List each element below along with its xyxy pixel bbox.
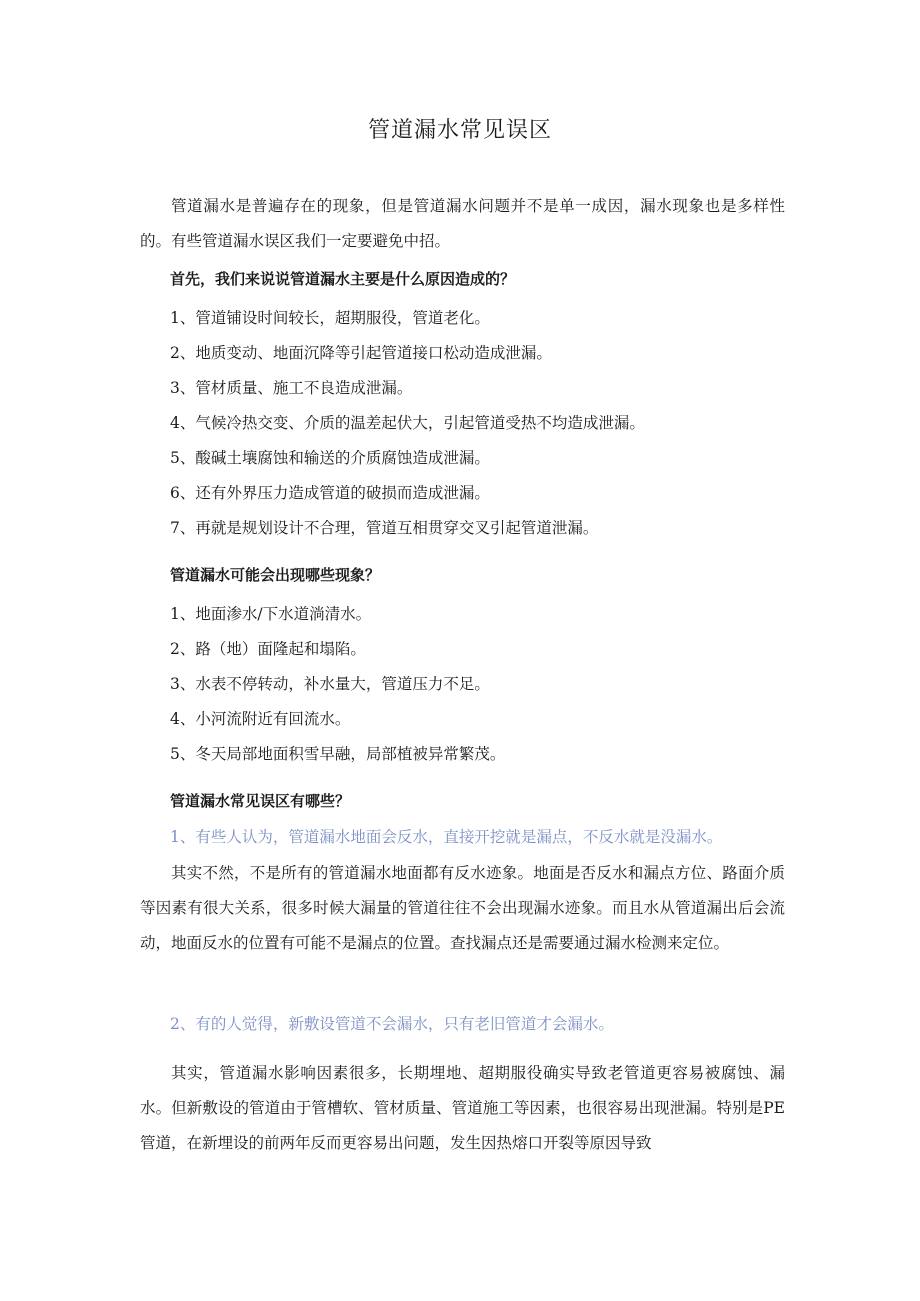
explanation-2: 其实，管道漏水影响因素很多，长期埋地、超期服役确实导致老管道更容易被腐蚀、漏水。但新敷设的管道由于管槽软、管材质量、管道施工等因素，也很容易出现泄漏。特别是PE管道，在新埋设的前两年反而更容易出问题，发生因热熔口开裂等原因导致 (140, 1064, 785, 1152)
list-item: 1、管道铺设时间较长，超期服役，管道老化。 (170, 309, 490, 327)
list-item: 4、小河流附近有回流水。 (170, 710, 351, 728)
list-item: 3、水表不停转动，补水量大，管道压力不足。 (170, 675, 490, 693)
list-item: 4、气候冷热交变、介质的温差起伏大，引起管道受热不均造成泄漏。 (170, 414, 645, 432)
misconception-2: 2、有的人觉得，新敷设管道不会漏水，只有老旧管道才会漏水。 (170, 1015, 614, 1033)
misconception-1: 1、有些人认为，管道漏水地面会反水，直接开挖就是漏点，不反水就是没漏水。 (170, 828, 723, 846)
list-item: 6、还有外界压力造成管道的破损而造成泄漏。 (170, 484, 490, 502)
list-item: 7、再就是规划设计不合理，管道互相贯穿交叉引起管道泄漏。 (170, 519, 599, 537)
list-item: 3、管材质量、施工不良造成泄漏。 (170, 379, 413, 397)
page-title: 管道漏水常见误区 (367, 118, 552, 143)
list-item: 5、酸碱土壤腐蚀和输送的介质腐蚀造成泄漏。 (170, 449, 490, 467)
list-item: 5、冬天局部地面积雪早融，局部植被异常繁茂。 (170, 745, 506, 763)
section1-heading: 首先，我们来说说管道漏水主要是什么原因造成的？ (170, 270, 516, 288)
list-item: 2、地质变动、地面沉降等引起管道接口松动造成泄漏。 (170, 344, 552, 362)
list-item: 2、路（地）面隆起和塌陷。 (170, 640, 366, 658)
explanation-1: 其实不然，不是所有的管道漏水地面都有反水迹象。地面是否反水和漏点方位、路面介质等因素有很大关系，很多时候大漏量的管道往往不会出现漏水迹象。而且水从管道漏出后会流动，地面反水的位置有可能不是漏点的位置。查找漏点还是需要通过漏水检测来定位。 (140, 864, 785, 952)
section3-heading: 管道漏水常见误区有哪些？ (170, 792, 351, 810)
list-item: 1、地面渗水/下水道淌清水。 (170, 605, 372, 623)
intro-paragraph: 管道漏水是普遍存在的现象，但是管道漏水问题并不是单一成因，漏水现象也是多样性的。有些管道漏水误区我们一定要避免中招。 (140, 197, 785, 250)
section2-heading: 管道漏水可能会出现哪些现象？ (170, 566, 381, 584)
